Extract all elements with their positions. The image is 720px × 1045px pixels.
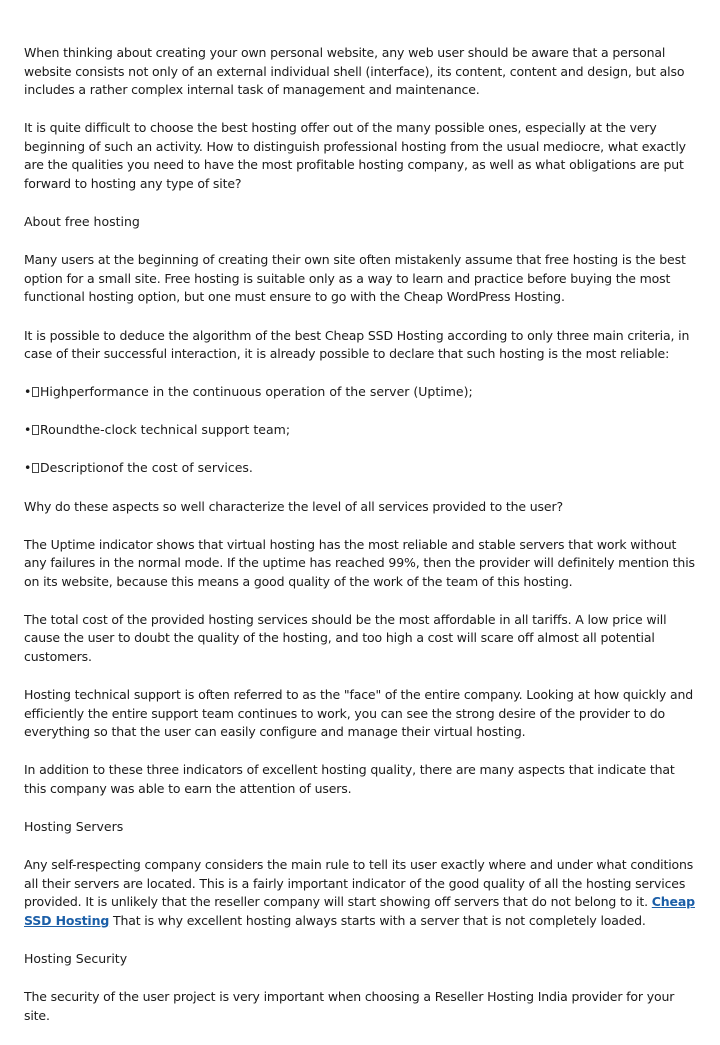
paragraph-support: Hosting technical support is often referred to as the "face" of the entire company. Looking at how quickly and efficiently the entire support team continues to work, you can see the strong desire of the provider to do everything so that the user can easily configure and manage their virtual hosting. [24,687,694,740]
missing-glyph-icon [32,387,39,397]
bullet-item [24,383,700,402]
heading-free-hosting: About free hosting [24,214,140,230]
article-body [24,44,700,1045]
bullet-text: of the cost of services. [111,460,253,476]
paragraph-intro: When thinking about creating your own personal website, any web user should be aware that a personal website consists not only of an external individual shell (interface), its content, content and design, but also includes a rather complex internal task of management and maintenance. [24,45,685,98]
servers-tail: That is why excellent hosting always starts with a server that is not completely loaded. [112,913,646,928]
paragraph-uptime: The Uptime indicator shows that virtual hosting has the most reliable and stable servers that work without any failures in the normal mode. If the uptime has reached 99%, then the provider will definitely mention this on its website, because this means a good quality of the work of the team of this hosting. [24,536,695,589]
paragraph-free-hosting: Many users at the beginning of creating their own site often mistakenly assume that free hosting is the best option for a small site. Free hosting is suitable only as a way to learn and practice before buying the most functional hosting option, but one must ensure to go with the Cheap WordPress Hosting. [24,252,686,305]
paragraph-choosing: It is quite difficult to choose the best hosting offer out of the many possible ones, especially at the very beginning of such an activity. How to distinguish professional hosting from the usual mediocre, what exactly are the qualities you need to have the most profitable hosting company, as well as what obligations are put forward to hosting any type of site? [24,120,686,192]
bullet-text: performance in the continuous operation of the server (Uptime); [68,384,473,400]
bullet-mark: • [24,422,32,438]
paragraph-criteria: It is possible to deduce the algorithm of the best Cheap SSD Hosting according to only three main criteria, in case of their successful interaction, it is already possible to declare that such hosting is the most reliable: [24,327,690,362]
servers-text: Any self-respecting company considers the main rule to tell its user exactly where and under what conditions all their servers are located. This is a fairly important indicator of the good quality of all the hosting services provided. It is unlikely that the reseller company will start showing off servers that do not belong to it. [24,857,694,910]
heading-hosting-security: Hosting Security [24,951,128,967]
cheap-ssd-hosting-link[interactable]: Cheap SSD Hosting [24,894,695,928]
bullet-mark: • [24,384,32,400]
bullet-item [24,421,700,440]
bullet-item [24,459,700,478]
paragraph-question: Why do these aspects so well characterize the level of all services provided to the user? [24,498,563,514]
heading-hosting-servers: Hosting Servers [24,819,124,835]
paragraph-security: The security of the user project is very important when choosing a Reseller Hosting India provider for your site. [24,989,675,1023]
paragraph-aspects: In addition to these three indicators of excellent hosting quality, there are many aspects that indicate that this company was able to earn the attention of users. [24,762,675,797]
paragraph-servers [24,856,700,930]
missing-glyph-icon [32,425,39,435]
bullet-mark: • [24,460,32,476]
missing-glyph-icon [32,463,39,473]
bullet-text: the-clock technical support team; [79,422,291,438]
paragraph-cost: The total cost of the provided hosting services should be the most affordable in all tariffs. A low price will cause the user to doubt the quality of the hosting, and too high a cost will scare off almost all potential customers. [24,611,667,665]
bullet-first-word: Description [40,460,112,476]
bullet-first-word: Round [40,422,80,438]
bullet-first-word: High [40,384,69,400]
